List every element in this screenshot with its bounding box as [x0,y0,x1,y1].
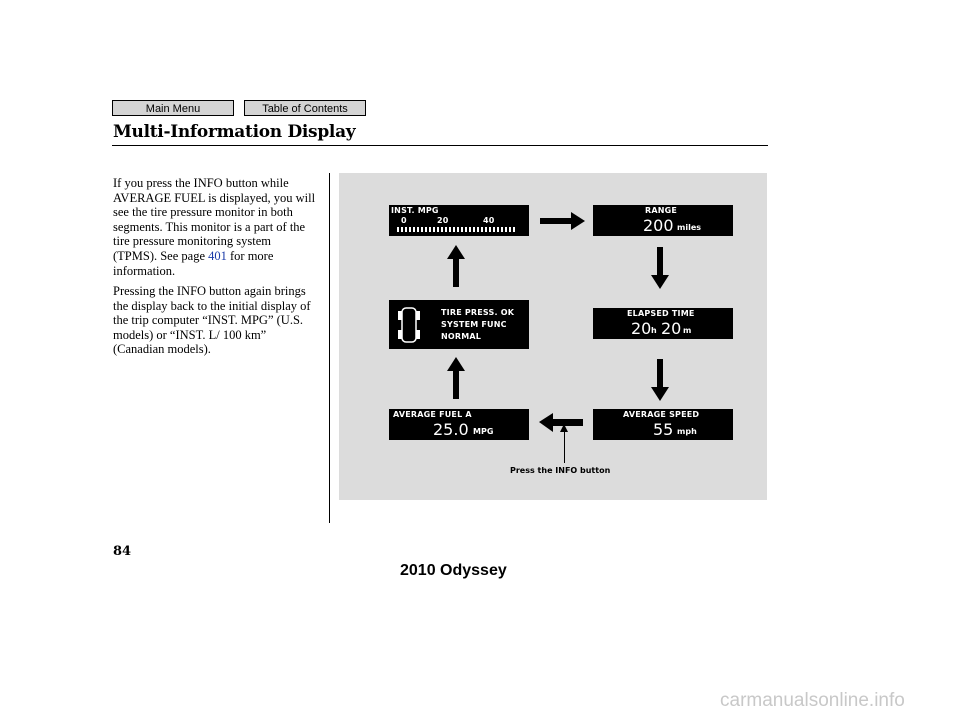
average-speed-display [593,409,733,440]
mpg-bar-gauge [397,227,517,232]
range-value: 200 [643,216,674,235]
arrow-up-icon [447,245,465,287]
page-number: 84 [113,544,132,559]
arrow-left-icon [539,413,583,432]
average-fuel-display [389,409,529,440]
page-401-link[interactable]: 401 [208,248,227,263]
caption-pointer-line [564,429,565,463]
avg-fuel-unit: MPG [473,427,494,436]
scale-40: 40 [483,216,495,225]
elapsed-h: h [651,326,657,335]
avg-fuel-value: 25.0 [433,420,469,439]
scale-20: 20 [437,216,449,225]
display-cycle-figure [339,173,767,500]
inst-mpg-label: INST. MPG [391,206,439,215]
tpms-line3: NORMAL [441,332,482,341]
arrow-right-icon [540,212,585,230]
avg-speed-unit: mph [677,427,697,436]
table-of-contents-button[interactable]: Table of Contents [244,100,366,116]
avg-speed-label: AVERAGE SPEED [623,410,700,419]
tpms-line2: SYSTEM FUNC [441,320,507,329]
range-label: RANGE [645,206,678,215]
tpms-line1: TIRE PRESS. OK [441,308,515,317]
range-unit: miles [677,223,702,232]
tpms-display [389,300,529,349]
watermark: carmanualsonline.info [720,690,905,711]
elapsed-time-display [593,308,733,339]
car-tire-icon [397,305,421,345]
footer-model: 2010 Odyssey [400,562,507,579]
elapsed-m: m [683,326,692,335]
avg-fuel-label: AVERAGE FUEL A [393,410,472,419]
elapsed-label: ELAPSED TIME [627,309,695,318]
inst-mpg-display [389,205,529,236]
paragraph-tpms-text: If you press the INFO button while AVERAGE FUEL is displayed, you will see the tire pressure monitor in both segments. This monitor is a part of the tire pressure monitoring system (TPMS). See page [113,176,316,263]
range-display [593,205,733,236]
title-divider [112,145,768,146]
column-divider [329,173,330,523]
elapsed-hours: 20 [631,319,652,338]
avg-speed-value: 55 [653,420,674,439]
main-menu-button[interactable]: Main Menu [112,100,234,116]
paragraph-info-button: Pressing the INFO button again brings the display back to the initial display of the trip computer “INST. MPG” (U.S. models) or “INST. L/ 100 km” (Canadian models). [113,284,311,357]
scale-0: 0 [401,216,407,225]
arrow-down-icon [651,247,669,289]
paragraph-tpms [113,176,318,278]
arrow-up-icon [447,357,465,399]
page-title: Multi-Information Display [113,122,356,142]
paragraph-tpms-text-end: for more information. [113,248,274,278]
elapsed-minutes: 20 [661,319,682,338]
figure-caption: Press the INFO button [510,466,611,475]
arrow-down-icon [651,359,669,401]
